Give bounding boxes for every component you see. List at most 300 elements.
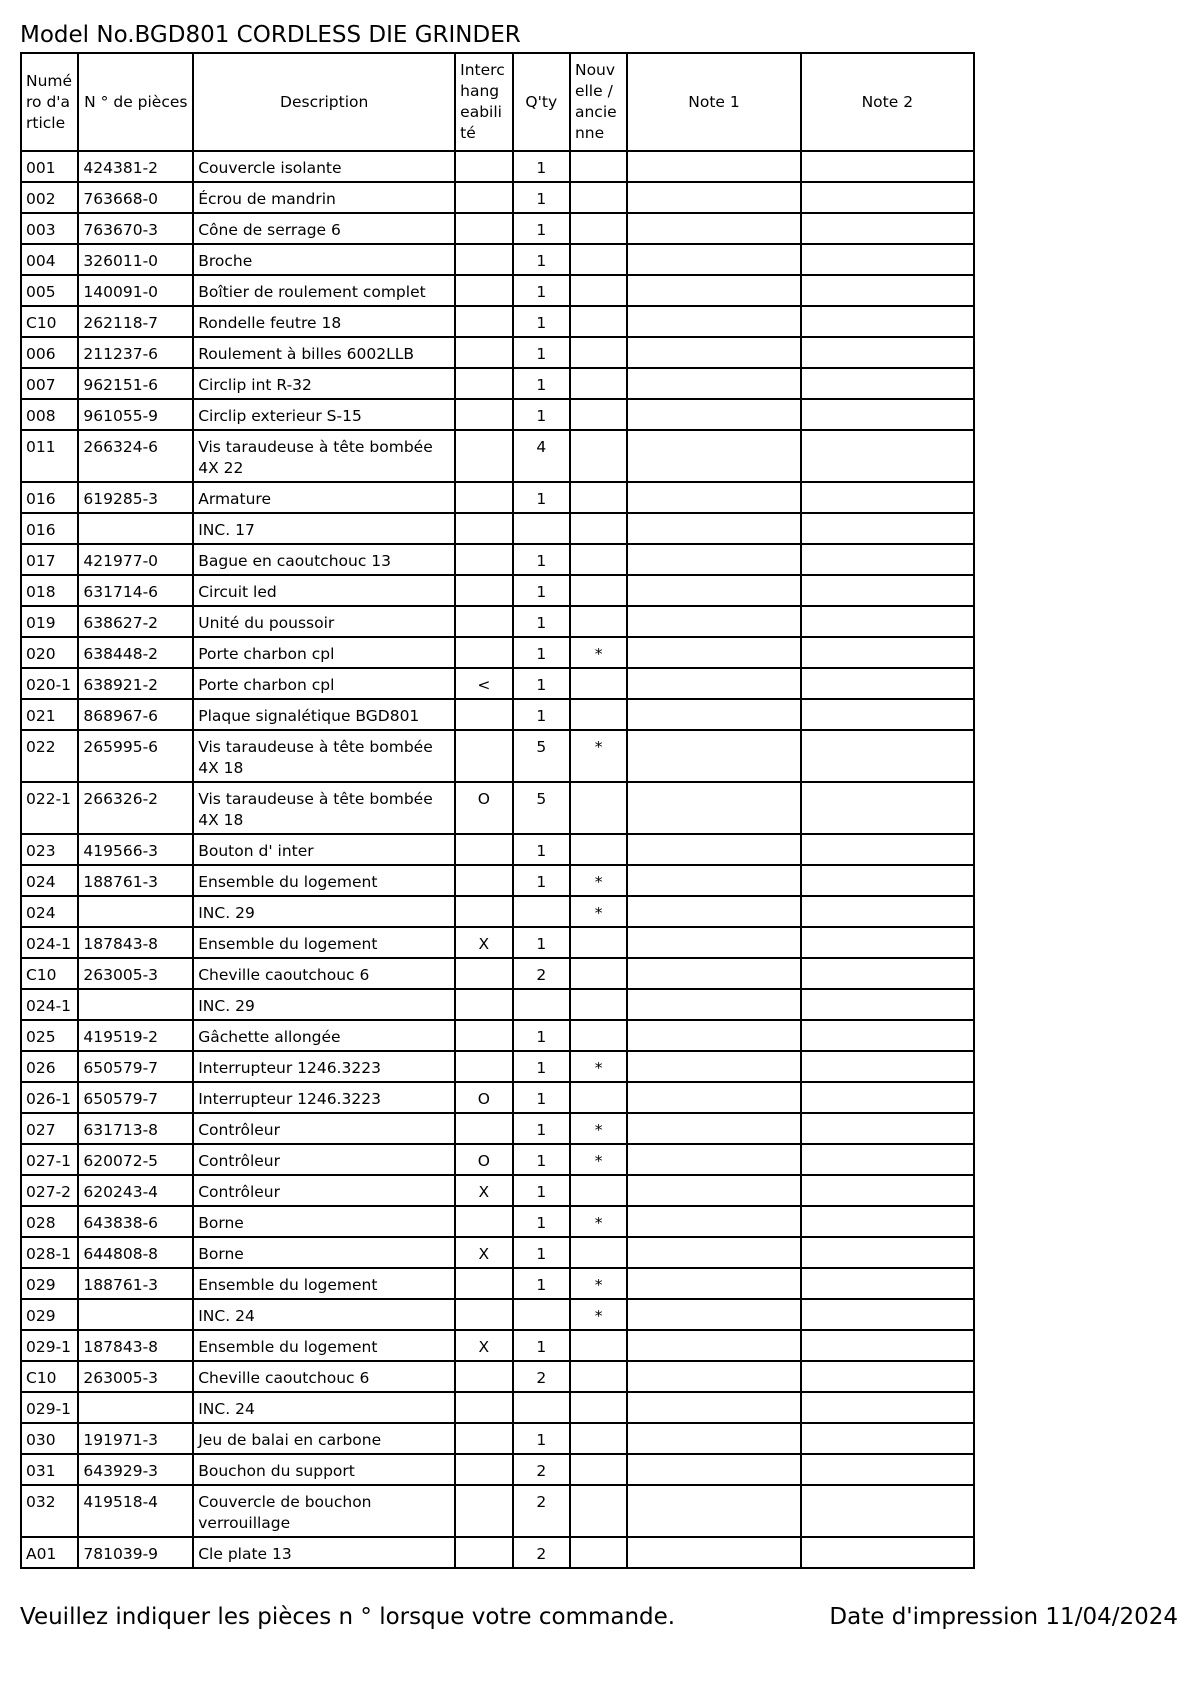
cell-description: INC. 24 [193, 1299, 455, 1330]
cell-note-1 [627, 244, 800, 275]
cell-quantity: 1 [513, 927, 570, 958]
cell-new-old [570, 244, 627, 275]
table-row [21, 1330, 974, 1361]
cell-part-number: 638448-2 [78, 637, 193, 668]
cell-interchangeability [455, 1051, 512, 1082]
cell-description: Cône de serrage 6 [193, 213, 455, 244]
cell-note-1 [627, 896, 800, 927]
cell-new-old: * [570, 1113, 627, 1144]
cell-description: Borne [193, 1206, 455, 1237]
cell-new-old [570, 575, 627, 606]
cell-new-old: * [570, 1144, 627, 1175]
cell-item-number: 016 [21, 513, 78, 544]
cell-description: Borne [193, 1237, 455, 1268]
cell-note-1 [627, 275, 800, 306]
cell-quantity: 1 [513, 1082, 570, 1113]
cell-note-1 [627, 1113, 800, 1144]
cell-item-number: C10 [21, 306, 78, 337]
cell-interchangeability [455, 865, 512, 896]
table-row [21, 244, 974, 275]
cell-item-number: C10 [21, 958, 78, 989]
cell-note-1 [627, 1537, 800, 1568]
cell-quantity: 1 [513, 575, 570, 606]
cell-part-number: 262118-7 [78, 306, 193, 337]
cell-new-old: * [570, 730, 627, 782]
cell-note-1 [627, 1485, 800, 1537]
cell-part-number: 266326-2 [78, 782, 193, 834]
table-row [21, 1206, 974, 1237]
cell-interchangeability [455, 699, 512, 730]
cell-item-number: 028-1 [21, 1237, 78, 1268]
cell-description: INC. 29 [193, 989, 455, 1020]
table-row [21, 1051, 974, 1082]
cell-item-number: 024-1 [21, 927, 78, 958]
cell-new-old [570, 1361, 627, 1392]
cell-part-number: 188761-3 [78, 865, 193, 896]
cell-quantity [513, 513, 570, 544]
cell-description: Plaque signalétique BGD801 [193, 699, 455, 730]
cell-note-1 [627, 368, 800, 399]
cell-part-number: 961055-9 [78, 399, 193, 430]
cell-description: Porte charbon cpl [193, 668, 455, 699]
cell-note-1 [627, 1082, 800, 1113]
cell-new-old [570, 430, 627, 482]
cell-description: Jeu de balai en carbone [193, 1423, 455, 1454]
cell-note-1 [627, 399, 800, 430]
cell-interchangeability [455, 275, 512, 306]
cell-new-old [570, 834, 627, 865]
cell-quantity: 1 [513, 182, 570, 213]
cell-item-number: 022-1 [21, 782, 78, 834]
cell-new-old [570, 668, 627, 699]
cell-interchangeability [455, 368, 512, 399]
cell-item-number: 026 [21, 1051, 78, 1082]
print-date: Date d'impression 11/04/2024 [829, 1604, 1178, 1630]
cell-quantity: 1 [513, 151, 570, 182]
cell-item-number: 019 [21, 606, 78, 637]
header-part-number: N ° de pièces [78, 53, 193, 151]
cell-note-2 [801, 606, 974, 637]
cell-item-number: 011 [21, 430, 78, 482]
table-row [21, 699, 974, 730]
header-note-2: Note 2 [801, 53, 974, 151]
cell-note-2 [801, 244, 974, 275]
table-row [21, 399, 974, 430]
cell-quantity: 1 [513, 606, 570, 637]
cell-interchangeability [455, 1537, 512, 1568]
cell-note-1 [627, 575, 800, 606]
cell-item-number: 024 [21, 896, 78, 927]
cell-description: INC. 17 [193, 513, 455, 544]
cell-note-1 [627, 865, 800, 896]
cell-new-old [570, 482, 627, 513]
cell-interchangeability [455, 482, 512, 513]
cell-new-old [570, 1237, 627, 1268]
cell-quantity: 1 [513, 482, 570, 513]
table-row [21, 834, 974, 865]
cell-note-1 [627, 337, 800, 368]
cell-interchangeability [455, 244, 512, 275]
header-note-1: Note 1 [627, 53, 800, 151]
cell-quantity: 1 [513, 337, 570, 368]
cell-item-number: 028 [21, 1206, 78, 1237]
cell-interchangeability [455, 958, 512, 989]
cell-quantity: 2 [513, 1361, 570, 1392]
table-row [21, 865, 974, 896]
cell-item-number: 006 [21, 337, 78, 368]
cell-item-number: 017 [21, 544, 78, 575]
cell-description: Unité du poussoir [193, 606, 455, 637]
cell-quantity: 1 [513, 1330, 570, 1361]
cell-new-old [570, 1423, 627, 1454]
cell-description: Vis taraudeuse à tête bombée 4X 18 [193, 782, 455, 834]
cell-quantity: 1 [513, 213, 570, 244]
cell-note-1 [627, 1020, 800, 1051]
cell-note-2 [801, 430, 974, 482]
cell-item-number: 029-1 [21, 1392, 78, 1423]
cell-description: Contrôleur [193, 1144, 455, 1175]
header-description: Description [193, 53, 455, 151]
cell-new-old [570, 275, 627, 306]
cell-interchangeability [455, 182, 512, 213]
cell-note-2 [801, 834, 974, 865]
header-item-number: Numéro d'article [21, 53, 78, 151]
cell-note-2 [801, 1330, 974, 1361]
cell-part-number: 263005-3 [78, 1361, 193, 1392]
cell-note-1 [627, 306, 800, 337]
cell-note-1 [627, 213, 800, 244]
cell-part-number: 763668-0 [78, 182, 193, 213]
cell-item-number: 025 [21, 1020, 78, 1051]
cell-part-number: 419518-4 [78, 1485, 193, 1537]
cell-note-2 [801, 1268, 974, 1299]
header-quantity: Q'ty [513, 53, 570, 151]
cell-item-number: 026-1 [21, 1082, 78, 1113]
cell-interchangeability [455, 213, 512, 244]
table-row [21, 1299, 974, 1330]
cell-item-number: 024-1 [21, 989, 78, 1020]
cell-description: Circuit led [193, 575, 455, 606]
cell-new-old: * [570, 1206, 627, 1237]
cell-interchangeability [455, 575, 512, 606]
cell-interchangeability [455, 1392, 512, 1423]
cell-note-2 [801, 1020, 974, 1051]
cell-item-number: 029 [21, 1299, 78, 1330]
cell-description: Ensemble du logement [193, 1330, 455, 1361]
cell-item-number: 008 [21, 399, 78, 430]
cell-new-old: * [570, 1268, 627, 1299]
table-row [21, 637, 974, 668]
table-row [21, 1020, 974, 1051]
cell-item-number: 021 [21, 699, 78, 730]
cell-new-old: * [570, 1299, 627, 1330]
cell-note-2 [801, 1299, 974, 1330]
cell-note-2 [801, 1485, 974, 1537]
cell-note-1 [627, 513, 800, 544]
cell-note-2 [801, 213, 974, 244]
cell-description: Contrôleur [193, 1113, 455, 1144]
cell-part-number: 631714-6 [78, 575, 193, 606]
cell-note-1 [627, 1423, 800, 1454]
cell-part-number: 638921-2 [78, 668, 193, 699]
table-row [21, 275, 974, 306]
cell-description: Couvercle isolante [193, 151, 455, 182]
cell-note-1 [627, 637, 800, 668]
cell-new-old [570, 1175, 627, 1206]
cell-note-2 [801, 1361, 974, 1392]
cell-quantity: 1 [513, 865, 570, 896]
cell-note-2 [801, 544, 974, 575]
cell-interchangeability: < [455, 668, 512, 699]
table-row [21, 1237, 974, 1268]
cell-note-2 [801, 1051, 974, 1082]
cell-note-1 [627, 1268, 800, 1299]
cell-description: Ensemble du logement [193, 927, 455, 958]
cell-new-old [570, 989, 627, 1020]
table-row [21, 544, 974, 575]
cell-description: Cheville caoutchouc 6 [193, 958, 455, 989]
cell-interchangeability [455, 1454, 512, 1485]
cell-note-1 [627, 1237, 800, 1268]
cell-description: Boîtier de roulement complet [193, 275, 455, 306]
cell-item-number: 020-1 [21, 668, 78, 699]
cell-description: Bouchon du support [193, 1454, 455, 1485]
cell-note-1 [627, 1392, 800, 1423]
cell-note-2 [801, 275, 974, 306]
cell-description: Couvercle de bouchon verrouillage [193, 1485, 455, 1537]
table-row [21, 1537, 974, 1568]
cell-note-1 [627, 1206, 800, 1237]
cell-new-old [570, 1392, 627, 1423]
cell-item-number: 016 [21, 482, 78, 513]
table-row [21, 989, 974, 1020]
table-row [21, 213, 974, 244]
cell-note-2 [801, 399, 974, 430]
cell-interchangeability [455, 1299, 512, 1330]
cell-note-1 [627, 782, 800, 834]
cell-note-1 [627, 482, 800, 513]
cell-interchangeability [455, 1268, 512, 1299]
header-new-old: Nouvelle / ancienne [570, 53, 627, 151]
cell-description: Circlip exterieur S-15 [193, 399, 455, 430]
table-row [21, 430, 974, 482]
cell-item-number: 023 [21, 834, 78, 865]
cell-item-number: 004 [21, 244, 78, 275]
cell-item-number: 018 [21, 575, 78, 606]
cell-description: Interrupteur 1246.3223 [193, 1082, 455, 1113]
cell-part-number [78, 896, 193, 927]
cell-part-number: 419519-2 [78, 1020, 193, 1051]
cell-interchangeability [455, 637, 512, 668]
cell-description: Cheville caoutchouc 6 [193, 1361, 455, 1392]
cell-item-number: 022 [21, 730, 78, 782]
table-row [21, 368, 974, 399]
cell-note-1 [627, 1361, 800, 1392]
cell-note-2 [801, 699, 974, 730]
table-row [21, 306, 974, 337]
cell-quantity: 1 [513, 1051, 570, 1082]
cell-quantity [513, 989, 570, 1020]
cell-note-2 [801, 1144, 974, 1175]
cell-part-number: 326011-0 [78, 244, 193, 275]
cell-part-number: 620072-5 [78, 1144, 193, 1175]
cell-item-number: C10 [21, 1361, 78, 1392]
cell-quantity: 1 [513, 834, 570, 865]
cell-part-number: 424381-2 [78, 151, 193, 182]
cell-new-old [570, 213, 627, 244]
cell-new-old [570, 927, 627, 958]
cell-interchangeability [455, 513, 512, 544]
cell-note-2 [801, 782, 974, 834]
cell-quantity: 2 [513, 1454, 570, 1485]
cell-new-old [570, 1485, 627, 1537]
cell-note-1 [627, 1454, 800, 1485]
table-row [21, 337, 974, 368]
cell-new-old [570, 544, 627, 575]
cell-description: Bouton d' inter [193, 834, 455, 865]
cell-interchangeability [455, 1020, 512, 1051]
table-row [21, 1175, 974, 1206]
cell-description: Broche [193, 244, 455, 275]
cell-quantity: 1 [513, 1113, 570, 1144]
cell-part-number: 643838-6 [78, 1206, 193, 1237]
cell-interchangeability [455, 306, 512, 337]
cell-item-number: 002 [21, 182, 78, 213]
table-header-row [21, 53, 974, 151]
table-row [21, 1082, 974, 1113]
cell-interchangeability [455, 606, 512, 637]
cell-note-2 [801, 989, 974, 1020]
cell-part-number: 187843-8 [78, 1330, 193, 1361]
cell-note-1 [627, 1144, 800, 1175]
cell-interchangeability [455, 1423, 512, 1454]
cell-note-2 [801, 668, 974, 699]
table-row [21, 1392, 974, 1423]
cell-note-1 [627, 1330, 800, 1361]
cell-description: Armature [193, 482, 455, 513]
cell-part-number: 962151-6 [78, 368, 193, 399]
cell-quantity: 1 [513, 1175, 570, 1206]
cell-part-number [78, 1392, 193, 1423]
cell-quantity [513, 1392, 570, 1423]
cell-part-number: 265995-6 [78, 730, 193, 782]
cell-new-old [570, 337, 627, 368]
header-interchangeability: Interchangeabilité [455, 53, 512, 151]
cell-item-number: 029 [21, 1268, 78, 1299]
cell-part-number: 638627-2 [78, 606, 193, 637]
cell-note-1 [627, 430, 800, 482]
order-instruction: Veuillez indiquer les pièces n ° lorsque votre commande. [20, 1604, 676, 1630]
cell-quantity: 4 [513, 430, 570, 482]
cell-interchangeability [455, 151, 512, 182]
cell-item-number: 005 [21, 275, 78, 306]
cell-note-2 [801, 151, 974, 182]
cell-new-old [570, 1330, 627, 1361]
cell-note-2 [801, 1113, 974, 1144]
cell-new-old [570, 1454, 627, 1485]
cell-item-number: 027-2 [21, 1175, 78, 1206]
cell-interchangeability: X [455, 927, 512, 958]
cell-interchangeability [455, 834, 512, 865]
cell-note-2 [801, 730, 974, 782]
cell-quantity: 1 [513, 699, 570, 730]
cell-quantity: 2 [513, 1537, 570, 1568]
cell-note-2 [801, 896, 974, 927]
cell-quantity: 1 [513, 244, 570, 275]
cell-new-old [570, 1020, 627, 1051]
cell-new-old [570, 399, 627, 430]
cell-note-2 [801, 1082, 974, 1113]
cell-interchangeability [455, 430, 512, 482]
cell-note-2 [801, 1454, 974, 1485]
table-row [21, 482, 974, 513]
parts-table [20, 52, 975, 1569]
cell-part-number [78, 513, 193, 544]
cell-quantity: 1 [513, 637, 570, 668]
cell-note-1 [627, 699, 800, 730]
cell-description: Ensemble du logement [193, 1268, 455, 1299]
cell-note-1 [627, 544, 800, 575]
cell-new-old: * [570, 1051, 627, 1082]
cell-note-1 [627, 668, 800, 699]
cell-note-1 [627, 1175, 800, 1206]
cell-note-1 [627, 182, 800, 213]
cell-new-old: * [570, 865, 627, 896]
cell-note-2 [801, 637, 974, 668]
cell-item-number: 032 [21, 1485, 78, 1537]
cell-part-number: 631713-8 [78, 1113, 193, 1144]
cell-quantity: 5 [513, 730, 570, 782]
cell-new-old [570, 1537, 627, 1568]
cell-note-2 [801, 1175, 974, 1206]
cell-new-old: * [570, 637, 627, 668]
table-row [21, 896, 974, 927]
cell-new-old [570, 782, 627, 834]
cell-description: INC. 29 [193, 896, 455, 927]
cell-note-2 [801, 182, 974, 213]
cell-new-old [570, 1082, 627, 1113]
cell-quantity: 1 [513, 306, 570, 337]
cell-quantity: 1 [513, 1237, 570, 1268]
cell-description: Porte charbon cpl [193, 637, 455, 668]
cell-description: Ensemble du logement [193, 865, 455, 896]
cell-part-number: 266324-6 [78, 430, 193, 482]
cell-description: Contrôleur [193, 1175, 455, 1206]
cell-description: Vis taraudeuse à tête bombée 4X 22 [193, 430, 455, 482]
table-row [21, 151, 974, 182]
table-row [21, 606, 974, 637]
cell-new-old [570, 606, 627, 637]
document-title: Model No.BGD801 CORDLESS DIE GRINDER [20, 22, 521, 48]
cell-description: Roulement à billes 6002LLB [193, 337, 455, 368]
cell-interchangeability [455, 1113, 512, 1144]
cell-part-number [78, 1299, 193, 1330]
cell-interchangeability [455, 544, 512, 575]
cell-new-old [570, 306, 627, 337]
table-row [21, 1361, 974, 1392]
cell-part-number: 619285-3 [78, 482, 193, 513]
cell-new-old [570, 699, 627, 730]
cell-item-number: 027-1 [21, 1144, 78, 1175]
cell-quantity: 1 [513, 1020, 570, 1051]
cell-part-number: 191971-3 [78, 1423, 193, 1454]
table-row [21, 575, 974, 606]
cell-item-number: 003 [21, 213, 78, 244]
cell-part-number: 650579-7 [78, 1051, 193, 1082]
table-row [21, 1268, 974, 1299]
cell-part-number: 650579-7 [78, 1082, 193, 1113]
cell-note-1 [627, 834, 800, 865]
